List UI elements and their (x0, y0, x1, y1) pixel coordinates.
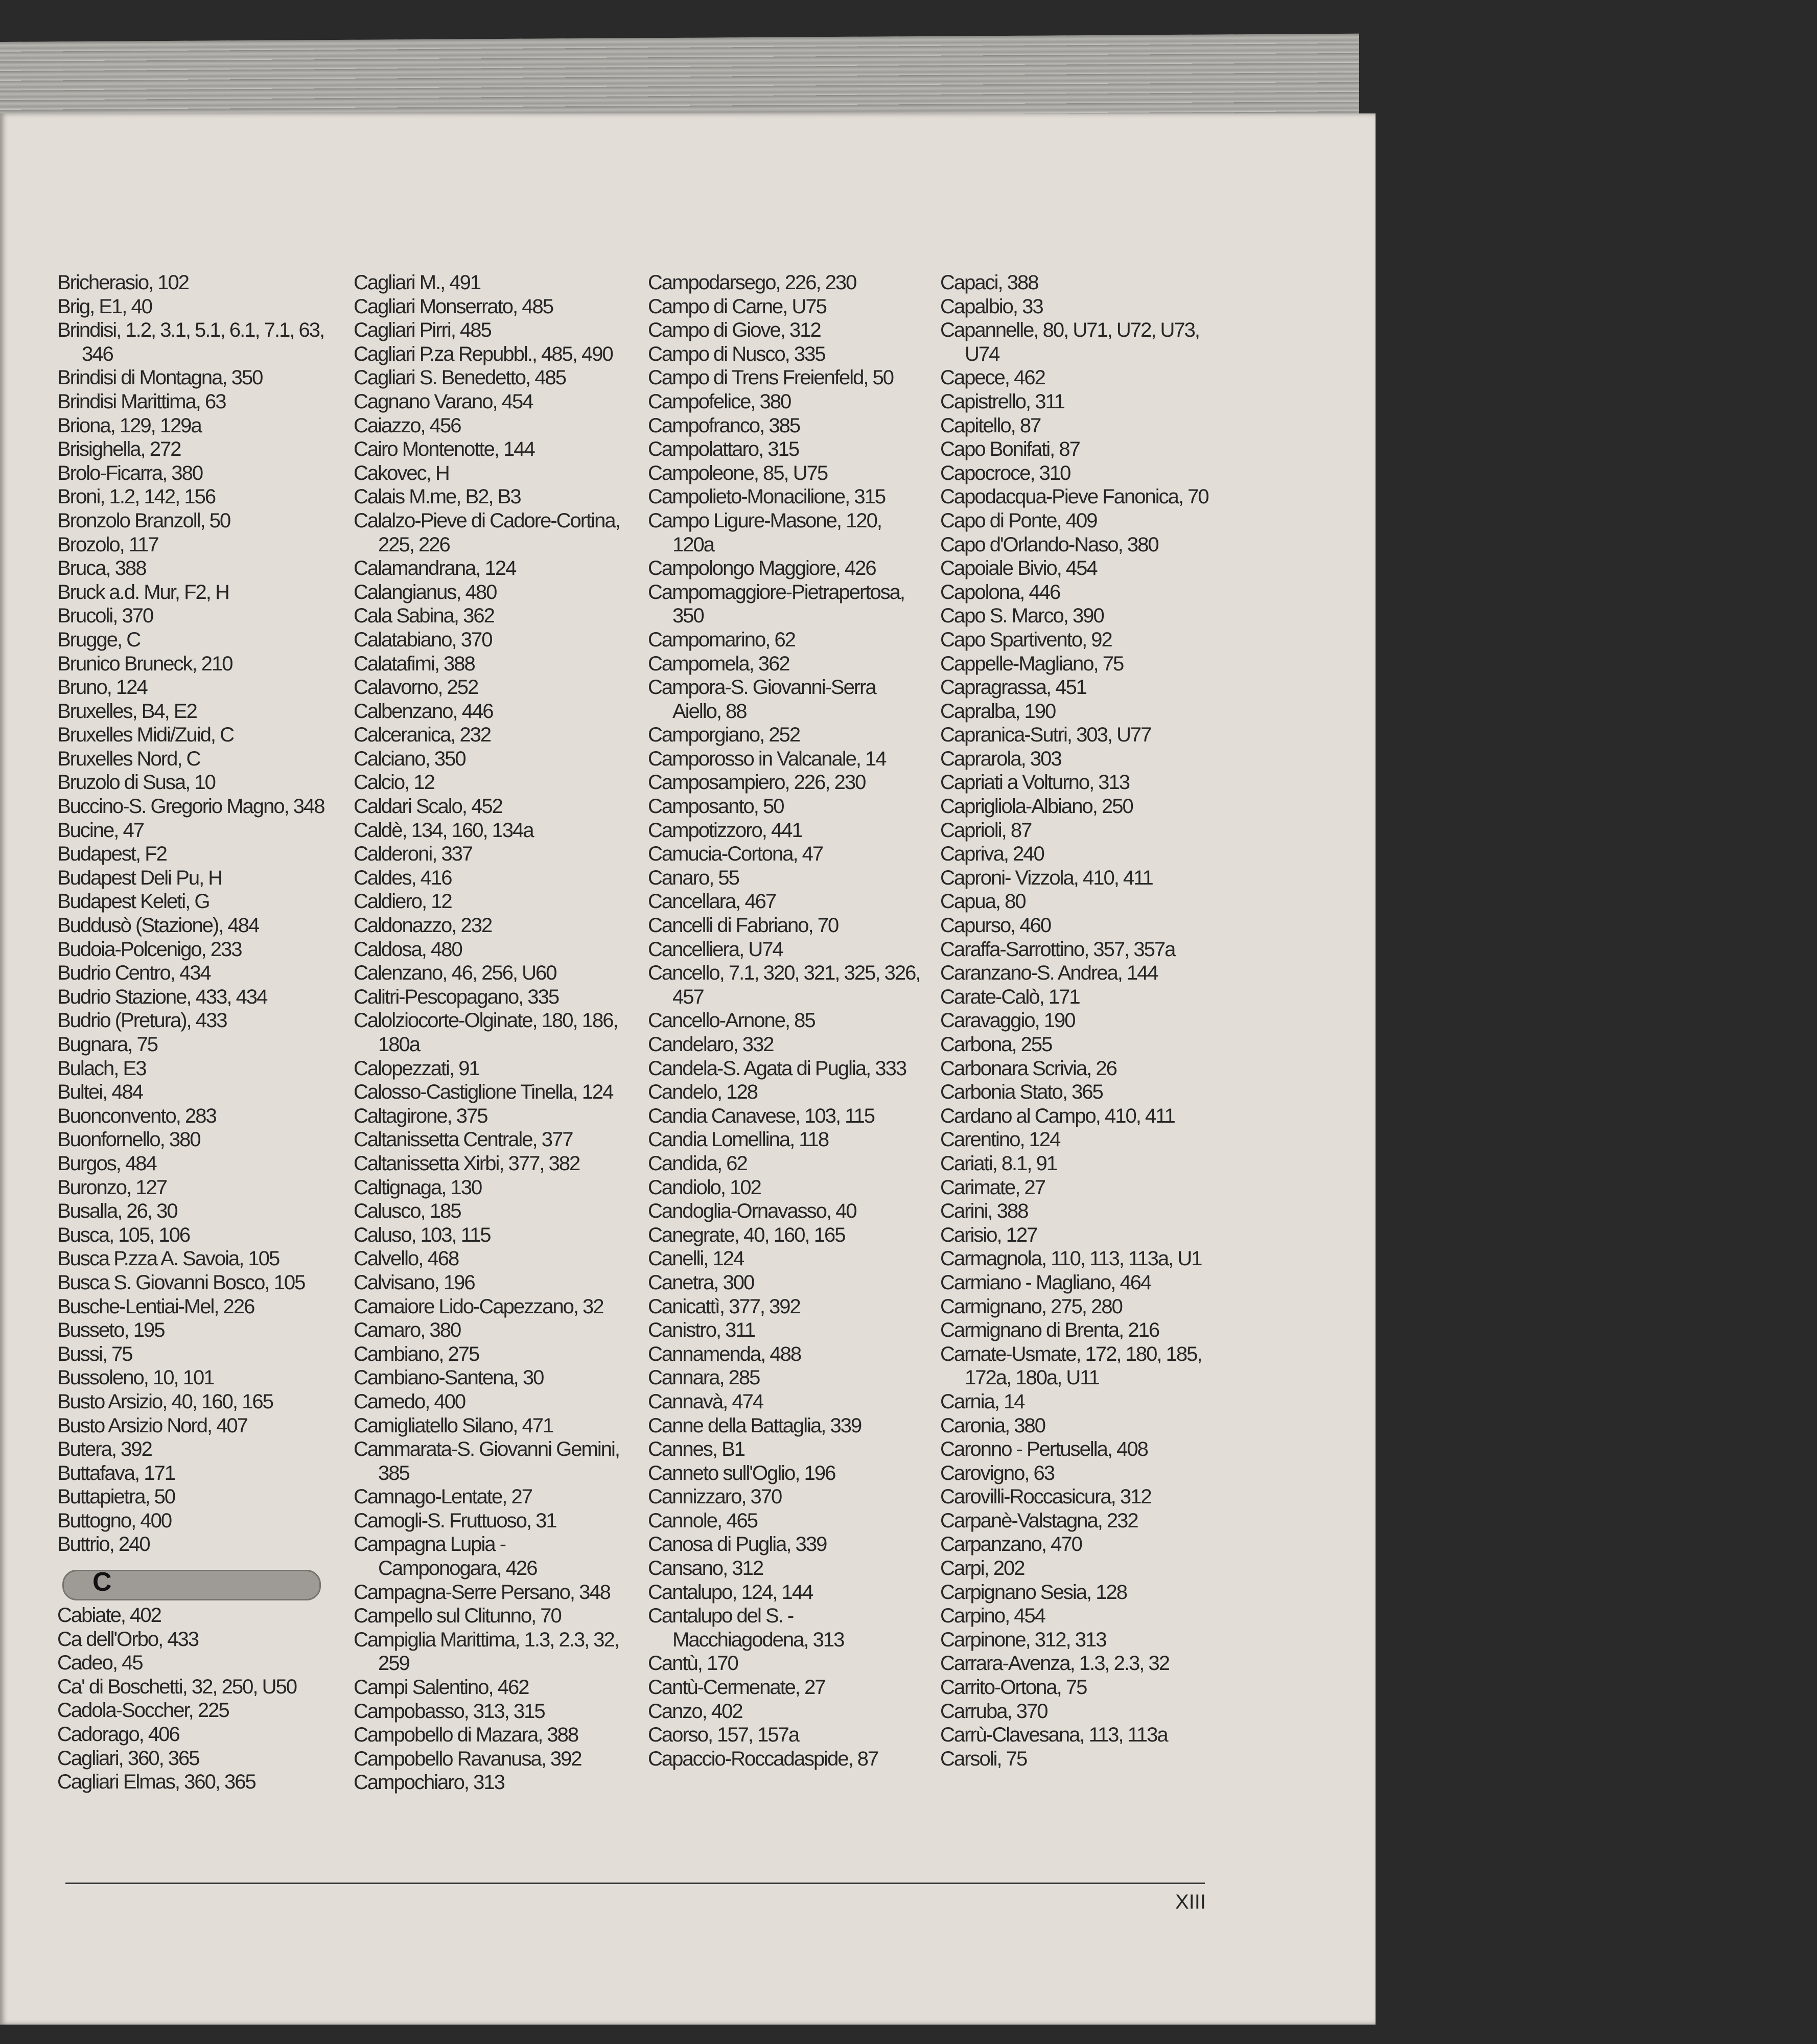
index-entry: Carruba, 370 (940, 1700, 1047, 1723)
index-entry: Carnia, 14 (940, 1390, 1024, 1413)
index-entry: Cardano al Campo, 410, 411 (940, 1104, 1175, 1127)
index-entry: Carbona, 255 (940, 1033, 1052, 1056)
index-entry: Camucia-Cortona, 47 (648, 843, 823, 866)
index-entry: Brisighella, 272 (57, 438, 181, 461)
index-entry: Candia Lomellina, 118 (648, 1128, 829, 1151)
index-entry: Cadola-Soccher, 225 (57, 1699, 229, 1722)
index-entry: Busto Arsizio Nord, 407 (57, 1414, 247, 1437)
index-entry: Campo di Nusco, 335 (648, 342, 825, 365)
index-entry: Canegrate, 40, 160, 165 (648, 1223, 845, 1246)
index-entry: Canneto sull'Oglio, 196 (648, 1461, 835, 1484)
index-entry: Cancelliera, U74 (648, 938, 783, 961)
index-entry: Cabiate, 402 (57, 1604, 161, 1627)
index-entry: Camporgiano, 252 (648, 724, 800, 747)
index-entry: Brucoli, 370 (57, 605, 153, 628)
index-entry: Caldes, 416 (354, 866, 452, 889)
index-entry: Campodarsego, 226, 230 (648, 271, 856, 294)
index-entry: Caldiero, 12 (354, 890, 452, 913)
index-entry: Buccino-S. Gregorio Magno, 348 (57, 795, 324, 818)
index-entry: Campolattaro, 315 (648, 438, 799, 461)
index-entry: Candoglia-Ornavasso, 40 (648, 1200, 856, 1223)
index-entry: Campotizzoro, 441 (648, 819, 802, 842)
index-entry: Cannes, B1 (648, 1438, 745, 1461)
index-entry: Budrio Stazione, 433, 434 (57, 985, 267, 1008)
index-entry: Capo S. Marco, 390 (940, 605, 1104, 628)
index-entry: Calcio, 12 (354, 771, 434, 794)
index-entry: Cagliari Pirri, 485 (354, 319, 491, 342)
index-entry: Cambiano, 275 (354, 1342, 479, 1365)
index-entry: Campo di Carne, U75 (648, 295, 826, 318)
index-entry: Capo Bonifati, 87 (940, 438, 1080, 461)
index-entry: Cambiano-Santena, 30 (354, 1366, 544, 1389)
index-entry: Bronzolo Branzoll, 50 (57, 509, 230, 532)
index-entry: Cagliari Elmas, 360, 365 (57, 1771, 255, 1794)
index-entry: Campagna Lupia - Camponogara, 426 (354, 1533, 537, 1580)
index-entry: Canelli, 124 (648, 1247, 744, 1270)
index-entry: Bruno, 124 (57, 676, 147, 699)
index-entry: Capodacqua-Pieve Fanonica, 70 (940, 485, 1208, 508)
index-entry: Capranica-Sutri, 303, U77 (940, 724, 1151, 747)
index-entry: Buddusò (Stazione), 484 (57, 914, 259, 937)
index-entry: Candelaro, 332 (648, 1033, 774, 1056)
index-entry: Caprigliola-Albiano, 250 (940, 795, 1133, 818)
index-entry: Budapest, F2 (57, 843, 167, 866)
index-entry: Calosso-Castiglione Tinella, 124 (354, 1081, 613, 1104)
index-entry: Capitello, 87 (940, 414, 1041, 437)
index-entry: Capocroce, 310 (940, 461, 1070, 484)
index-entry: Campo di Trens Freienfeld, 50 (648, 366, 894, 389)
index-entry: Budapest Keleti, G (57, 890, 209, 913)
index-entry: Brindisi di Montagna, 350 (57, 366, 263, 389)
index-entry: Busca, 105, 106 (57, 1223, 190, 1246)
index-entry: Caldè, 134, 160, 134a (354, 819, 533, 842)
index-entry: Bruck a.d. Mur, F2, H (57, 580, 229, 603)
index-entry: Caltanissetta Centrale, 377 (354, 1128, 573, 1151)
index-entry: Cancellara, 467 (648, 890, 776, 913)
index-entry: Caldari Scalo, 452 (354, 795, 502, 818)
section-letter: C (92, 1567, 112, 1597)
index-entry: Capua, 80 (940, 890, 1026, 913)
index-entry: Busseto, 195 (57, 1319, 165, 1342)
index-entry: Cakovec, H (354, 461, 449, 484)
index-entry: Candiolo, 102 (648, 1176, 761, 1199)
index-entry: Brig, E1, 40 (57, 295, 152, 318)
index-entry: Campomarino, 62 (648, 628, 795, 651)
index-entry: Campello sul Clitunno, 70 (354, 1605, 561, 1628)
index-entry: Canaro, 55 (648, 866, 739, 889)
index-entry: Bugnara, 75 (57, 1033, 157, 1056)
index-entry: Cannizzaro, 370 (648, 1485, 782, 1508)
index-entry: Capece, 462 (940, 366, 1045, 389)
index-entry: Cannole, 465 (648, 1509, 757, 1532)
index-entry: Caltanissetta Xirbi, 377, 382 (354, 1152, 580, 1175)
index-entry: Bricherasio, 102 (57, 271, 189, 294)
index-entry: Campi Salentino, 462 (354, 1676, 529, 1699)
index-entry: Caprarola, 303 (940, 747, 1061, 770)
index-entry: Briona, 129, 129a (57, 414, 201, 437)
index-entry: Candelo, 128 (648, 1081, 757, 1104)
index-entry: Carmagnola, 110, 113, 113a, U1 (940, 1247, 1202, 1270)
index-entry: Calangianus, 480 (354, 580, 497, 603)
index-entry: Caraffa-Sarrottino, 357, 357a (940, 938, 1175, 961)
index-entry: Bulach, E3 (57, 1057, 146, 1080)
index-entry: Brunico Bruneck, 210 (57, 652, 232, 675)
index-entry: Cansano, 312 (648, 1557, 763, 1580)
index-entry: Cannamenda, 488 (648, 1342, 801, 1365)
index-entry: Calbenzano, 446 (354, 700, 493, 723)
index-entry: Bruca, 388 (57, 557, 146, 580)
index-entry: Carrito-Ortona, 75 (940, 1676, 1087, 1699)
index-entry: Capragrassa, 451 (940, 676, 1086, 699)
index-entry: Budrio (Pretura), 433 (57, 1009, 227, 1032)
index-entry: Caproni- Vizzola, 410, 411 (940, 866, 1153, 889)
index-entry: Campiglia Marittima, 1.3, 2.3, 32, 259 (354, 1628, 619, 1675)
index-entry: Carpanzano, 470 (940, 1533, 1082, 1556)
index-entry: Cairo Montenotte, 144 (354, 438, 534, 461)
index-entry: Capalbio, 33 (940, 295, 1043, 318)
index-entry: Buttapietra, 50 (57, 1485, 175, 1508)
index-entry: Carpinone, 312, 313 (940, 1628, 1106, 1651)
index-entry: Busto Arsizio, 40, 160, 165 (57, 1390, 273, 1413)
index-entry: Carimate, 27 (940, 1176, 1045, 1199)
index-entry: Capo Spartivento, 92 (940, 628, 1112, 651)
index-entry: Buronzo, 127 (57, 1176, 167, 1199)
index-entry: Camaiore Lido-Capezzano, 32 (354, 1295, 603, 1318)
index-entry: Cagnano Varano, 454 (354, 390, 533, 413)
index-entry: Carate-Calò, 171 (940, 985, 1080, 1008)
index-entry: Carpi, 202 (940, 1557, 1024, 1580)
bottom-rule (65, 1883, 1205, 1884)
index-entry: Capriva, 240 (940, 843, 1044, 866)
index-entry: Capolona, 446 (940, 580, 1060, 603)
index-entry: Cannavà, 474 (648, 1390, 763, 1413)
index-entry: Camogli-S. Fruttuoso, 31 (354, 1509, 556, 1532)
index-entry: Carentino, 124 (940, 1128, 1060, 1151)
index-entry: Capannelle, 80, U71, U72, U73, U74 (940, 319, 1200, 365)
index-entry: Carbonia Stato, 365 (940, 1081, 1103, 1104)
index-entry: Campochiaro, 313 (354, 1771, 504, 1794)
index-entry: Camaro, 380 (354, 1319, 461, 1342)
index-entry: Ca' di Boschetti, 32, 250, U50 (57, 1675, 296, 1698)
index-entry: Carpino, 454 (940, 1605, 1045, 1628)
index-entry: Cadeo, 45 (57, 1652, 143, 1675)
index-entry: Calciano, 350 (354, 747, 465, 770)
index-entry: Cancello-Arnone, 85 (648, 1009, 815, 1032)
index-entry: Caldosa, 480 (354, 938, 462, 961)
index-entry: Cadorago, 406 (57, 1723, 179, 1746)
index-entry: Carrara-Avenza, 1.3, 2.3, 32 (940, 1652, 1169, 1675)
index-entry: Caronno - Pertusella, 408 (940, 1438, 1148, 1461)
index-entry: Cagliari P.za Repubbl., 485, 490 (354, 342, 613, 365)
index-entry: Capaccio-Roccadaspide, 87 (648, 1747, 878, 1770)
index-entry: Calitri-Pescopagano, 335 (354, 985, 559, 1008)
index-entry: Budrio Centro, 434 (57, 962, 211, 985)
index-entry: Busalla, 26, 30 (57, 1200, 177, 1223)
index-entry: Carpignano Sesia, 128 (940, 1581, 1127, 1604)
index-entry: Bruxelles Nord, C (57, 747, 200, 770)
index-entry: Buttogno, 400 (57, 1509, 172, 1532)
index-entry: Cannara, 285 (648, 1366, 760, 1389)
index-entry: Campomaggiore-Pietrapertosa, 350 (648, 580, 905, 628)
index-entry: Calvisano, 196 (354, 1271, 475, 1294)
index-entry: Caprioli, 87 (940, 819, 1032, 842)
index-entry: Campo di Giove, 312 (648, 319, 821, 342)
index-entry: Calvello, 468 (354, 1247, 459, 1270)
index-entry: Caluso, 103, 115 (354, 1223, 491, 1246)
index-entry: Caldonazzo, 232 (354, 914, 492, 937)
index-entry: Cagliari, 360, 365 (57, 1747, 199, 1770)
index-entry: Capo d'Orlando-Naso, 380 (940, 533, 1158, 556)
index-entry: Canzo, 402 (648, 1700, 742, 1723)
index-entry: Cala Sabina, 362 (354, 605, 494, 628)
index-entry: Campofranco, 385 (648, 414, 800, 437)
index-entry: Caltagirone, 375 (354, 1104, 487, 1127)
index-entry: Busca S. Giovanni Bosco, 105 (57, 1271, 305, 1294)
index-entry: Carbonara Scrivia, 26 (940, 1057, 1116, 1080)
index-column-2 (354, 271, 630, 1795)
index-entry: Camedo, 400 (354, 1390, 465, 1413)
index-entry: Cagliari S. Benedetto, 485 (354, 366, 566, 389)
index-entry: Cancello, 7.1, 320, 321, 325, 326, 457 (648, 962, 920, 1008)
index-entry: Calalzo-Pieve di Cadore-Cortina, 225, 226 (354, 509, 620, 556)
index-entry: Canosa di Puglia, 339 (648, 1533, 827, 1556)
index-entry: Burgos, 484 (57, 1152, 156, 1175)
index-entry: Campolieto-Monacilione, 315 (648, 485, 886, 508)
index-entry: Capo di Ponte, 409 (940, 509, 1097, 532)
index-entry: Carnate-Usmate, 172, 180, 185, 172a, 180a, U11 (940, 1342, 1202, 1389)
index-entry: Campora-S. Giovanni-Serra Aiello, 88 (648, 676, 876, 723)
index-entry: Calderoni, 337 (354, 843, 473, 866)
page-number: XIII (1175, 1891, 1206, 1913)
index-entry: Bucine, 47 (57, 819, 144, 842)
index-entry: Caronia, 380 (940, 1414, 1045, 1437)
index-entry: Carovilli-Roccasicura, 312 (940, 1485, 1151, 1508)
index-entry: Capriati a Volturno, 313 (940, 771, 1130, 794)
index-entry: Broni, 1.2, 142, 156 (57, 485, 216, 508)
index-entry: Bultei, 484 (57, 1081, 143, 1104)
index-entry: Camposanto, 50 (648, 795, 784, 818)
index-entry: Capoiale Bivio, 454 (940, 557, 1097, 580)
index-entry: Busca P.zza A. Savoia, 105 (57, 1247, 279, 1270)
index-entry: Camigliatello Silano, 471 (354, 1414, 553, 1437)
index-entry: Campolongo Maggiore, 426 (648, 557, 876, 580)
index-entry: Carrù-Clavesana, 113, 113a (940, 1724, 1168, 1747)
index-entry: Ca dell'Orbo, 433 (57, 1628, 199, 1651)
index-entry: Capralba, 190 (940, 700, 1056, 723)
index-entry: Calatabiano, 370 (354, 628, 492, 651)
index-entry: Buonfornello, 380 (57, 1128, 200, 1151)
index-column-1 (57, 271, 333, 1794)
index-entry: Calusco, 185 (354, 1200, 461, 1223)
index-entry: Brugge, C (57, 628, 141, 651)
index-entry: Cariati, 8.1, 91 (940, 1152, 1057, 1175)
index-entry: Calenzano, 46, 256, U60 (354, 962, 556, 985)
index-entry: Cancelli di Fabriano, 70 (648, 914, 838, 937)
index-entry: Buttrio, 240 (57, 1533, 150, 1556)
index-column-4 (940, 271, 1216, 1771)
index-entry: Campobello di Mazara, 388 (354, 1724, 578, 1747)
index-entry: Calamandrana, 124 (354, 557, 516, 580)
index-entry: Calceranica, 232 (354, 724, 491, 747)
index-entry: Camporosso in Valcanale, 14 (648, 747, 886, 770)
index-entry: Capaci, 388 (940, 271, 1038, 294)
index-entry: Cagliari M., 491 (354, 271, 481, 294)
index-entry: Carmignano, 275, 280 (940, 1295, 1122, 1318)
index-entry: Carini, 388 (940, 1200, 1028, 1223)
index-entry: Capistrello, 311 (940, 390, 1064, 413)
index-entry: Calais M.me, B2, B3 (354, 485, 521, 508)
index-entry: Campobasso, 313, 315 (354, 1700, 545, 1723)
index-entry: Campobello Ravanusa, 392 (354, 1747, 581, 1770)
index-entry: Carsoli, 75 (940, 1747, 1027, 1770)
index-entry: Calolziocorte-Olginate, 180, 186, 180a (354, 1009, 618, 1056)
index-entry: Buonconvento, 283 (57, 1104, 216, 1127)
index-entry: Camposampiero, 226, 230 (648, 771, 866, 794)
index-entry: Candela-S. Agata di Puglia, 333 (648, 1057, 906, 1080)
index-entry: Campo Ligure-Masone, 120, 120a (648, 509, 881, 556)
index-entry: Cantalupo del S. - Macchiagodena, 313 (648, 1605, 844, 1651)
index-column-3 (648, 271, 924, 1771)
index-entry: Canistro, 311 (648, 1319, 755, 1342)
index-entry: Caltignaga, 130 (354, 1176, 482, 1199)
index-entry: Cappelle-Magliano, 75 (940, 652, 1124, 675)
index-entry: Caorso, 157, 157a (648, 1724, 799, 1747)
index-entry: Calavorno, 252 (354, 676, 478, 699)
index-entry: Budapest Deli Pu, H (57, 866, 222, 889)
index-entry: Campomela, 362 (648, 652, 789, 675)
index-entry: Caiazzo, 456 (354, 414, 461, 437)
index-entry: Cagliari Monserrato, 485 (354, 295, 553, 318)
index-entry: Brindisi Marittima, 63 (57, 390, 226, 413)
index-entry: Calatafimi, 388 (354, 652, 475, 675)
index-entry: Carmiano - Magliano, 464 (940, 1271, 1151, 1294)
index-entry: Buttafava, 171 (57, 1461, 175, 1484)
section-header-c (62, 1567, 321, 1600)
index-entry: Canicattì, 377, 392 (648, 1295, 800, 1318)
index-entry: Cantù-Cermenate, 27 (648, 1676, 825, 1699)
index-entry: Bruxelles, B4, E2 (57, 700, 197, 723)
index-entry: Butera, 392 (57, 1438, 152, 1461)
index-entry: Caravaggio, 190 (940, 1009, 1075, 1032)
index-entry: Carisio, 127 (940, 1223, 1037, 1246)
index-entry: Calopezzati, 91 (354, 1057, 479, 1080)
index-entry: Camnago-Lentate, 27 (354, 1485, 532, 1508)
index-entry: Carmignano di Brenta, 216 (940, 1319, 1159, 1342)
index-entry: Campofelice, 380 (648, 390, 791, 413)
index-entry: Campagna-Serre Persano, 348 (354, 1581, 610, 1604)
index-entry: Carovigno, 63 (940, 1461, 1055, 1484)
index-entry: Brolo-Ficarra, 380 (57, 461, 203, 484)
index-entry: Busche-Lentiai-Mel, 226 (57, 1295, 254, 1318)
index-entry: Cantalupo, 124, 144 (648, 1581, 813, 1604)
index-entry: Candida, 62 (648, 1152, 747, 1175)
index-entry: Bussi, 75 (57, 1342, 132, 1365)
index-entry: Candia Canavese, 103, 115 (648, 1104, 874, 1127)
index-entry: Bussoleno, 10, 101 (57, 1366, 214, 1389)
index-entry: Budoia-Polcenigo, 233 (57, 938, 242, 961)
index-entry: Capurso, 460 (940, 914, 1051, 937)
index-entry: Caranzano-S. Andrea, 144 (940, 962, 1158, 985)
index-entry: Cantù, 170 (648, 1652, 738, 1675)
index-entry: Brozolo, 117 (57, 533, 158, 556)
index-entry: Campoleone, 85, U75 (648, 461, 828, 484)
index-entry: Canne della Battaglia, 339 (648, 1414, 861, 1437)
index-entry: Carpanè-Valstagna, 232 (940, 1509, 1138, 1532)
index-entry: Brindisi, 1.2, 3.1, 5.1, 6.1, 7.1, 63, 346 (57, 319, 324, 365)
index-entry: Canetra, 300 (648, 1271, 754, 1294)
index-entry: Bruzolo di Susa, 10 (57, 771, 215, 794)
index-entry: Bruxelles Midi/Zuid, C (57, 724, 234, 747)
index-entry: Cammarata-S. Giovanni Gemini, 385 (354, 1438, 619, 1484)
